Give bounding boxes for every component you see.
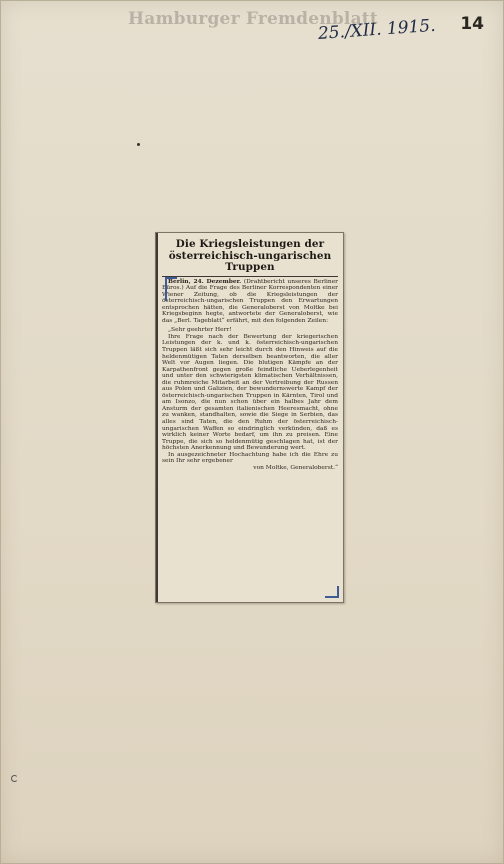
newspaper-clipping [155, 232, 344, 603]
page-number: 14 [460, 14, 484, 34]
headline-divider [162, 276, 338, 277]
salutation: „Sehr geehrter Herr! [168, 327, 232, 334]
paper-mark [11, 775, 18, 782]
intro-paragraph [162, 279, 338, 325]
headline [162, 239, 338, 274]
letter-text: Ihre Frage nach der Bewertung der kriegerischen Leistungen der k. und k. österreichisch-ungarischen Truppen läßt sich sehr leicht durch den Hinweis auf die heldenmütigen Taten derselben beantworten, die aller Welt vor Augen liegen. Die blutigen Kämpfe an der Karpathenfront gegen große feindliche Ueberlegenheit und unter den schwierigsten klimatischen Verhältnissen, die ruhmreiche Mitarbeit an der Vertreibung der Russen aus Polen und Galizien, der bewundernswerte Kampf der österreichisch-ungarischen Truppen in Kärnten, Tirol und am Isonzo, die nun schon über ein halbes Jahr dem Ansturm der gesamten italienischen Heeresmacht, ohne zu wanken, standhalten, sowie die Siege in Serbien, das alles sind Taten, die den Ruhm der österreichisch-ungarischen Waffen so eindringlich verkünden, daß es wirklich keiner Worte bedarf, um ihn zu preisen. Eine Truppe, die sich so heldenmütig geschlagen hat, ist der höchsten Anerkennung und Bewunderung wert. [162, 333, 338, 452]
signature: von Moltke, Generaloberst.“ [253, 464, 338, 471]
handwritten-date: 25./XII. 1915. [317, 15, 437, 44]
paper-speck [137, 143, 140, 146]
blue-pencil-mark [165, 277, 177, 301]
intro-text: (Drahtbericht unseres Berliner Büros.) Auf die Frage des Berliner Korrespondenten einer Wiener Zeitung, ob die Kriegsleistungen der österreichisch-ungarischen Truppen den Erwartungen entsprochen hätten, die Generaloberst von Moltke bei Kriegsbeginn hegte, antwortete der Generaloberst, wie das „Berl. Tageblatt“ erfährt, mit den folgenden Zeilen: [162, 278, 338, 324]
closing: In ausgezeichneter Hochachtung habe ich die Ehre zu sein Ihr sehr ergebener [162, 451, 338, 465]
dateline: Berlin, 24. Dezember. [168, 277, 242, 285]
headline-line-2: österreichisch-ungarischen Truppen [168, 249, 332, 273]
clipping-border [156, 233, 158, 602]
headline-line-1: Die Kriegsleistungen der [175, 238, 325, 250]
newspaper-stamp: Hamburger Fremdenblatt [128, 9, 378, 29]
article-body [162, 279, 338, 472]
blue-pencil-end-mark [325, 586, 339, 598]
